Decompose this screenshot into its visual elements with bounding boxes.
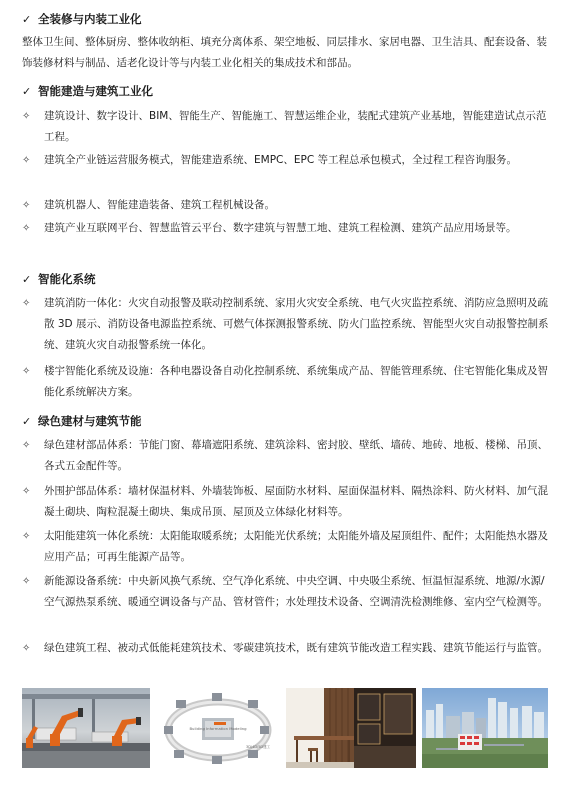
section-paragraph: 整体卫生间、整体厨房、整体收纳柜、填充分离体系、架空地板、同层排水、家居电器、卫生洁具、配套设备、装饰装修材料与制品、适老化设计等与内装工业化相关的集成技术和部品。 — [22, 36, 547, 69]
list-item: ✧ 建筑产业互联网平台、智慧监管云平台、数字建筑与智慧工地、建筑工程检测、建筑产品应用场景等。 — [22, 218, 552, 239]
checkmark-icon: ✓ — [22, 415, 32, 428]
section-heading: ✓ 全装修与内装工业化 — [22, 12, 142, 26]
four-point-star-icon: ✧ — [22, 200, 31, 211]
list-item: ✧ 绿色建材部品体系：节能门窗、幕墙遮阳系统、建筑涂料、密封胶、壁纸、墙砖、地砖、地板、楼梯、吊顶、各式五金配件等。 — [22, 435, 552, 477]
list-item: ✧ 新能源设备系统：中央新风换气系统、空气净化系统、中央空调、中央吸尘系统、恒温恒湿系统、地源/水源/空气源热泵系统、暖通空调设备与产品、管材管件；水处理技术设备、空调清洗检测维修、室内空气检测等。 — [22, 571, 552, 613]
bim-lifecycle-diagram — [156, 688, 280, 768]
checkmark-icon: ✓ — [22, 273, 32, 286]
list-item: ✧ 绿色建筑工程、被动式低能耗建筑技术、零碳建筑技术，既有建筑节能改造工程实践、建筑节能运行与监管。 — [22, 638, 552, 659]
list-item: ✧ 建筑机器人、智能建造装备、建筑工程机械设备。 — [22, 195, 552, 216]
list-item: ✧ 建筑设计、数字设计、BIM、智能生产、智能施工、智慧运维企业，装配式建筑产业基地，智能建造试点示范工程。 — [22, 106, 552, 148]
diagram-label: Building Information Modeling — [189, 726, 247, 731]
interior-kitchen-photo — [286, 688, 416, 768]
list-item: ✧ 太阳能建筑一体化系统：太阳能取暖系统；太阳能光伏系统；太阳能外墙及屋顶组件、配件；太阳能热水器及应用产品；可再生能源产品等。 — [22, 526, 552, 568]
four-point-star-icon: ✧ — [22, 223, 31, 234]
four-point-star-icon: ✧ — [22, 366, 31, 377]
four-point-star-icon: ✧ — [22, 643, 31, 654]
diagram-label: 3D/4D/5D建工 — [246, 745, 271, 749]
list-item: ✧ 外围护部品体系：墙材保温材料、外墙装饰板、屋面防水材料、屋面保温材料、隔热涂料、防火材料、加气混凝土砌块、陶粒混凝土砌块、集成吊顶、屋顶及立体绿化材料等。 — [22, 481, 552, 523]
four-point-star-icon: ✧ — [22, 111, 31, 122]
list-item: ✧ 建筑全产业链运营服务模式，智能建造系统、EMPC、EPC 等工程总承包模式，全过程工程咨询服务。 — [22, 150, 552, 171]
four-point-star-icon: ✧ — [22, 486, 31, 497]
robot-production-line-photo — [22, 688, 150, 768]
four-point-star-icon: ✧ — [22, 298, 31, 309]
list-item: ✧ 楼宇智能化系统及设施：各种电器设备自动化控制系统、系统集成产品、智能管理系统、住宅智能化集成及智能化系统解决方案。 — [22, 361, 552, 403]
four-point-star-icon: ✧ — [22, 440, 31, 451]
checkmark-icon: ✓ — [22, 13, 32, 26]
section-heading: ✓ 智能建造与建筑工业化 — [22, 84, 153, 98]
four-point-star-icon: ✧ — [22, 576, 31, 587]
section-heading: ✓ 绿色建材与建筑节能 — [22, 414, 142, 428]
four-point-star-icon: ✧ — [22, 155, 31, 166]
list-item: ✧ 建筑消防一体化：火灾自动报警及联动控制系统、家用火灾安全系统、电气火灾监控系统、消防应急照明及疏散 3D 展示、消防设备电源监控系统、可燃气体探测报警系统、防火门监控系统、智能型火灾自动报警控制系统、建筑火灾自动报警系统一体化。 — [22, 293, 552, 356]
checkmark-icon: ✓ — [22, 85, 32, 98]
photo-strip — [22, 688, 548, 768]
section-heading: ✓ 智能化系统 — [22, 272, 96, 286]
city-skyline-photo — [422, 688, 548, 768]
four-point-star-icon: ✧ — [22, 531, 31, 542]
